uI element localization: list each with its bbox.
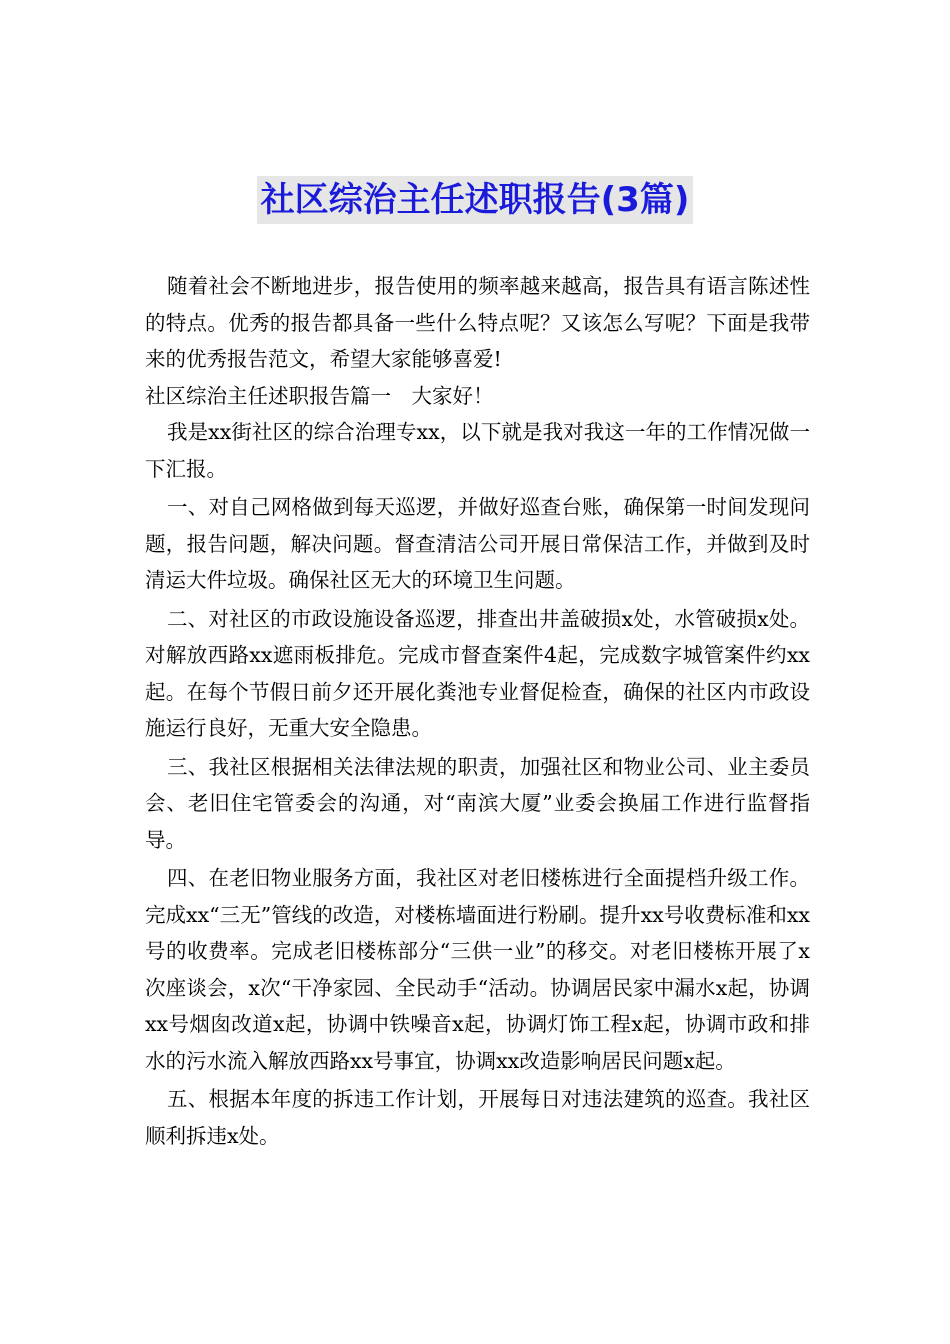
document-body	[145, 268, 810, 1154]
paragraph-item-1: 一、对自己网格做到每天巡逻，并做好巡查台账，确保第一时间发现问题，报告问题，解决问题。督查清洁公司开展日常保洁工作，并做到及时清运大件垃圾。确保社区无大的环境卫生问题。	[145, 495, 810, 592]
paragraph-intro: 随着社会不断地进步，报告使用的频率越来越高，报告具有语言陈述性的特点。优秀的报告都具备一些什么特点呢？又该怎么写呢？下面是我带来的优秀报告范文，希望大家能够喜爱!	[145, 274, 810, 371]
paragraph-section-heading: 社区综治主任述职报告篇一 大家好！	[145, 383, 494, 408]
title-container	[0, 176, 950, 224]
paragraph-item-4: 四、在老旧物业服务方面，我社区对老旧楼栋进行全面提档升级工作。完成xx“三无”管线的改造，对楼栋墙面进行粉刷。提升xx号收费标准和xx号的收费率。完成老旧楼栋部分“三供一业”的移交。对老旧楼栋开展了x次座谈会，x次“干净家园、全民动手“活动。协调居民家中漏水x起，协调xx号烟囱改道x起，协调中铁噪音x起，协调灯饰工程x起，协调市政和排水的污水流入解放西路xx号事宜，协调xx改造影响居民问题x起。	[145, 866, 810, 1073]
paragraph-item-5: 五、根据本年度的拆违工作计划，开展每日对违法建筑的巡查。我社区顺利拆违x处。	[145, 1087, 810, 1148]
paragraph-self-intro: 我是xx街社区的综合治理专xx，以下就是我对我这一年的工作情况做一下汇报。	[145, 420, 810, 481]
paragraph-item-3: 三、我社区根据相关法律法规的职责，加强社区和物业公司、业主委员会、老旧住宅管委会的沟通，对“南滨大厦”业委会换届工作进行监督指导。	[145, 754, 810, 852]
paragraph-item-2: 二、对社区的市政设施设备巡逻，排查出井盖破损x处，水管破损x处。对解放西路xx遮雨板排危。完成市督查案件4起，完成数字城管案件约xx起。在每个节假日前夕还开展化粪池专业督促检查，确保的社区内市政设施运行良好，无重大安全隐患。	[145, 606, 810, 740]
document-title: 社区综治主任述职报告(3篇)	[257, 176, 694, 224]
